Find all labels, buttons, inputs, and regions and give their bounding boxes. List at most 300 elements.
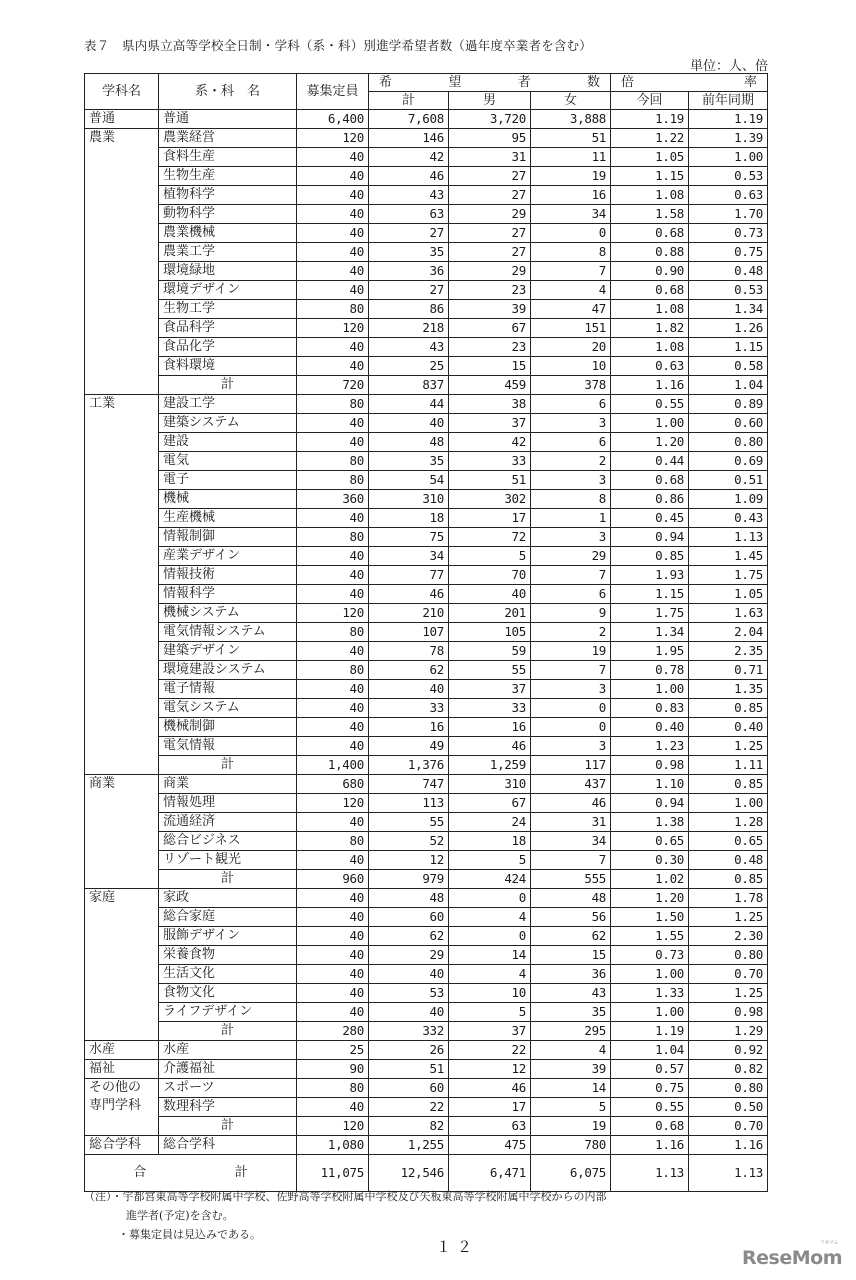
cell-total: 36	[369, 262, 449, 281]
cell-total: 40	[369, 414, 449, 433]
cell-male: 40	[449, 585, 531, 604]
course-name: 情報科学	[159, 585, 297, 604]
cell-prev: 0.40	[689, 718, 768, 737]
cell-male: 33	[449, 452, 531, 471]
cell-ratio: 1.08	[611, 300, 689, 319]
header-capacity: 募集定員	[297, 74, 369, 110]
header-male: 男	[449, 92, 531, 110]
cell-female: 34	[531, 205, 611, 224]
table-row	[85, 699, 768, 718]
cell-total: 51	[369, 1060, 449, 1079]
dept-label-line: その他の	[89, 1080, 142, 1095]
cell-total: 40	[369, 1003, 449, 1022]
cell-ratio: 0.68	[611, 471, 689, 490]
cell-male: 201	[449, 604, 531, 623]
resemom-logo	[742, 1240, 842, 1269]
cell-prev: 0.51	[689, 471, 768, 490]
cell-female: 6	[531, 433, 611, 452]
cell-capacity: 40	[297, 965, 369, 984]
cell-capacity: 40	[297, 585, 369, 604]
table-row	[85, 965, 768, 984]
cell-prev: 1.15	[689, 338, 768, 357]
course-name: 機械	[159, 490, 297, 509]
cell-total: 210	[369, 604, 449, 623]
cell-male: 29	[449, 205, 531, 224]
dept-label-line: 専門学科	[89, 1098, 142, 1113]
table-row	[85, 851, 768, 870]
cell-ratio: 1.15	[611, 585, 689, 604]
cell-male: 46	[449, 1079, 531, 1098]
cell-capacity: 680	[297, 775, 369, 794]
cell-male: 51	[449, 471, 531, 490]
cell-total: 43	[369, 186, 449, 205]
cell-total: 52	[369, 832, 449, 851]
course-name: 生産機械	[159, 509, 297, 528]
cell-ratio: 1.08	[611, 338, 689, 357]
cell-female: 0	[531, 718, 611, 737]
header-female: 女	[531, 92, 611, 110]
cell-total: 48	[369, 889, 449, 908]
cell-male: 0	[449, 927, 531, 946]
cell-prev: 1.09	[689, 490, 768, 509]
cell-ratio: 1.00	[611, 680, 689, 699]
table-row	[85, 775, 768, 794]
cell-prev: 0.58	[689, 357, 768, 376]
course-name: 農業経営	[159, 129, 297, 148]
cell-female: 11	[531, 148, 611, 167]
cell-male: 5	[449, 547, 531, 566]
table-row	[85, 205, 768, 224]
table-row	[85, 547, 768, 566]
cell-male: 31	[449, 148, 531, 167]
course-name: 商業	[159, 775, 297, 794]
subtotal-total: 979	[369, 870, 449, 889]
cell-prev: 0.48	[689, 851, 768, 870]
cell-male: 5	[449, 1003, 531, 1022]
cell-ratio: 1.10	[611, 775, 689, 794]
cell-male: 23	[449, 338, 531, 357]
cell-total: 25	[369, 357, 449, 376]
course-name: 建設工学	[159, 395, 297, 414]
cell-male: 4	[449, 908, 531, 927]
cell-ratio: 0.68	[611, 224, 689, 243]
table-row	[85, 566, 768, 585]
dept-cell: 福祉	[85, 1060, 159, 1079]
table-row	[85, 262, 768, 281]
grand-total-row	[85, 1155, 768, 1192]
cell-total: 18	[369, 509, 449, 528]
course-name: 栄養食物	[159, 946, 297, 965]
grand-total-label-wrap	[89, 1155, 292, 1191]
cell-total: 63	[369, 205, 449, 224]
table-row	[85, 243, 768, 262]
cell-female: 15	[531, 946, 611, 965]
subtotal-prev: 0.70	[689, 1117, 768, 1136]
cell-female: 780	[531, 1136, 611, 1155]
cell-ratio: 1.93	[611, 566, 689, 585]
dept-cell: 工業	[85, 395, 159, 775]
course-name: 総合家庭	[159, 908, 297, 927]
grand-total-char: 計	[234, 1165, 248, 1180]
cell-female: 51	[531, 129, 611, 148]
cell-ratio: 1.20	[611, 889, 689, 908]
cell-capacity: 40	[297, 566, 369, 585]
course-name: 介護福祉	[159, 1060, 297, 1079]
subtotal-total: 82	[369, 1117, 449, 1136]
cell-ratio: 0.73	[611, 946, 689, 965]
cell-female: 4	[531, 281, 611, 300]
cell-male: 37	[449, 414, 531, 433]
table-row	[85, 338, 768, 357]
notes	[84, 1187, 607, 1244]
cell-prev: 2.04	[689, 623, 768, 642]
cell-female: 7	[531, 661, 611, 680]
cell-ratio: 0.45	[611, 509, 689, 528]
course-name: 産業デザイン	[159, 547, 297, 566]
cell-capacity: 40	[297, 889, 369, 908]
cell-total: 7,608	[369, 110, 449, 129]
cell-capacity: 120	[297, 129, 369, 148]
course-name: 情報制御	[159, 528, 297, 547]
cell-male: 37	[449, 680, 531, 699]
cell-female: 0	[531, 699, 611, 718]
table-row	[85, 1003, 768, 1022]
subtotal-total: 332	[369, 1022, 449, 1041]
cell-ratio: 0.44	[611, 452, 689, 471]
cell-male: 67	[449, 319, 531, 338]
cell-capacity: 90	[297, 1060, 369, 1079]
course-name: 電気	[159, 452, 297, 471]
cell-female: 4	[531, 1041, 611, 1060]
cell-male: 310	[449, 775, 531, 794]
cell-female: 20	[531, 338, 611, 357]
subtotal-total: 1,376	[369, 756, 449, 775]
table-row	[85, 604, 768, 623]
cell-female: 10	[531, 357, 611, 376]
subtotal-male: 1,259	[449, 756, 531, 775]
cell-capacity: 40	[297, 699, 369, 718]
table-row	[85, 281, 768, 300]
cell-prev: 0.80	[689, 1079, 768, 1098]
header-course: 系・科 名	[159, 74, 297, 110]
cell-male: 42	[449, 433, 531, 452]
subtotal-capacity: 1,400	[297, 756, 369, 775]
logo-ruby: リセマム	[820, 1240, 838, 1246]
cell-capacity: 40	[297, 718, 369, 737]
cell-male: 39	[449, 300, 531, 319]
cell-total: 42	[369, 148, 449, 167]
course-name: 総合学科	[159, 1136, 297, 1155]
cell-capacity: 40	[297, 243, 369, 262]
course-name: 環境建設システム	[159, 661, 297, 680]
cell-male: 105	[449, 623, 531, 642]
cell-total: 78	[369, 642, 449, 661]
cell-prev: 0.85	[689, 775, 768, 794]
cell-prev: 1.05	[689, 585, 768, 604]
logo-text: ReseMom	[742, 1247, 842, 1269]
cell-capacity: 80	[297, 528, 369, 547]
cell-ratio: 1.15	[611, 167, 689, 186]
cell-capacity: 6,400	[297, 110, 369, 129]
table-row	[85, 110, 768, 129]
cell-female: 39	[531, 1060, 611, 1079]
course-name: 食物文化	[159, 984, 297, 1003]
cell-total: 107	[369, 623, 449, 642]
cell-total: 40	[369, 680, 449, 699]
table-body	[85, 110, 768, 1192]
cell-male: 17	[449, 1098, 531, 1117]
subtotal-capacity: 960	[297, 870, 369, 889]
cell-capacity: 25	[297, 1041, 369, 1060]
cell-prev: 0.48	[689, 262, 768, 281]
cell-female: 3,888	[531, 110, 611, 129]
cell-total: 62	[369, 927, 449, 946]
grand-total-ratio: 1.13	[611, 1155, 689, 1192]
cell-prev: 2.35	[689, 642, 768, 661]
course-name: 電子情報	[159, 680, 297, 699]
cell-female: 19	[531, 167, 611, 186]
cell-capacity: 40	[297, 1098, 369, 1117]
cell-female: 3	[531, 680, 611, 699]
cell-capacity: 40	[297, 813, 369, 832]
subtotal-row	[85, 756, 768, 775]
cell-female: 34	[531, 832, 611, 851]
cell-female: 3	[531, 414, 611, 433]
cell-capacity: 80	[297, 395, 369, 414]
subtotal-prev: 0.85	[689, 870, 768, 889]
cell-total: 218	[369, 319, 449, 338]
subtotal-ratio: 1.19	[611, 1022, 689, 1041]
course-name: 生活文化	[159, 965, 297, 984]
cell-prev: 1.13	[689, 528, 768, 547]
cell-total: 40	[369, 965, 449, 984]
cell-prev: 1.26	[689, 319, 768, 338]
cell-male: 22	[449, 1041, 531, 1060]
table-row	[85, 414, 768, 433]
cell-male: 27	[449, 186, 531, 205]
cell-ratio: 0.86	[611, 490, 689, 509]
cell-ratio: 1.00	[611, 414, 689, 433]
course-name: 数理科学	[159, 1098, 297, 1117]
cell-ratio: 0.90	[611, 262, 689, 281]
table-row	[85, 832, 768, 851]
cell-capacity: 40	[297, 509, 369, 528]
cell-total: 12	[369, 851, 449, 870]
cell-total: 60	[369, 908, 449, 927]
cell-prev: 0.53	[689, 167, 768, 186]
cell-prev: 1.00	[689, 794, 768, 813]
cell-ratio: 0.63	[611, 357, 689, 376]
note-item: ・募集定員は見込みである。	[118, 1228, 261, 1241]
cell-total: 29	[369, 946, 449, 965]
cell-total: 43	[369, 338, 449, 357]
grand-total-capacity: 11,075	[297, 1155, 369, 1192]
subtotal-label: 計	[159, 1022, 297, 1041]
cell-female: 35	[531, 1003, 611, 1022]
cell-male: 27	[449, 167, 531, 186]
cell-total: 27	[369, 281, 449, 300]
notes-prefix: （注）	[84, 1190, 112, 1203]
subtotal-female: 295	[531, 1022, 611, 1041]
subtotal-row	[85, 1117, 768, 1136]
cell-male: 10	[449, 984, 531, 1003]
course-name: 電気情報システム	[159, 623, 297, 642]
course-name: 食料環境	[159, 357, 297, 376]
header-ratio	[611, 74, 768, 92]
table-row	[85, 661, 768, 680]
cell-male: 23	[449, 281, 531, 300]
subtotal-female: 19	[531, 1117, 611, 1136]
table-row	[85, 395, 768, 414]
cell-prev: 0.82	[689, 1060, 768, 1079]
subtotal-capacity: 720	[297, 376, 369, 395]
course-name: 機械制御	[159, 718, 297, 737]
course-name: 電気システム	[159, 699, 297, 718]
cell-female: 8	[531, 490, 611, 509]
cell-ratio: 1.34	[611, 623, 689, 642]
header-applicants-char: 数	[586, 75, 600, 90]
table-row	[85, 623, 768, 642]
cell-capacity: 40	[297, 547, 369, 566]
cell-prev: 0.65	[689, 832, 768, 851]
cell-prev: 1.75	[689, 566, 768, 585]
cell-total: 62	[369, 661, 449, 680]
cell-total: 54	[369, 471, 449, 490]
cell-male: 4	[449, 965, 531, 984]
header-applicants-char: 者	[517, 75, 531, 90]
subtotal-row	[85, 376, 768, 395]
course-name: 食料生産	[159, 148, 297, 167]
dept-cell: 総合学科	[85, 1136, 159, 1155]
cell-male: 16	[449, 718, 531, 737]
cell-female: 3	[531, 471, 611, 490]
cell-prev: 1.45	[689, 547, 768, 566]
cell-total: 49	[369, 737, 449, 756]
cell-capacity: 40	[297, 338, 369, 357]
cell-prev: 1.39	[689, 129, 768, 148]
cell-prev: 0.80	[689, 433, 768, 452]
subtotal-ratio: 0.98	[611, 756, 689, 775]
cell-capacity: 80	[297, 300, 369, 319]
subtotal-female: 555	[531, 870, 611, 889]
cell-capacity: 40	[297, 224, 369, 243]
cell-male: 15	[449, 357, 531, 376]
cell-prev: 0.63	[689, 186, 768, 205]
cell-prev: 1.28	[689, 813, 768, 832]
cell-female: 6	[531, 395, 611, 414]
cell-capacity: 40	[297, 414, 369, 433]
cell-total: 310	[369, 490, 449, 509]
header-ratio-now: 今回	[611, 92, 689, 110]
cell-total: 46	[369, 585, 449, 604]
table-row	[85, 148, 768, 167]
table-row	[85, 642, 768, 661]
cell-capacity: 40	[297, 357, 369, 376]
cell-capacity: 80	[297, 661, 369, 680]
cell-capacity: 40	[297, 984, 369, 1003]
table-row	[85, 167, 768, 186]
cell-capacity: 40	[297, 908, 369, 927]
cell-female: 29	[531, 547, 611, 566]
cell-capacity: 40	[297, 737, 369, 756]
subtotal-row	[85, 870, 768, 889]
cell-prev: 1.34	[689, 300, 768, 319]
course-name: 情報技術	[159, 566, 297, 585]
cell-male: 302	[449, 490, 531, 509]
table-title: 表７ 県内県立高等学校全日制・学科（系・科）別進学希望者数（過年度卒業者を含む）	[84, 38, 593, 53]
cell-female: 5	[531, 1098, 611, 1117]
cell-capacity: 40	[297, 281, 369, 300]
cell-female: 6	[531, 585, 611, 604]
course-name: 普通	[159, 110, 297, 129]
cell-female: 36	[531, 965, 611, 984]
cell-prev: 0.89	[689, 395, 768, 414]
cell-male: 27	[449, 243, 531, 262]
cell-capacity: 80	[297, 623, 369, 642]
subtotal-capacity: 120	[297, 1117, 369, 1136]
cell-total: 16	[369, 718, 449, 737]
cell-ratio: 1.20	[611, 433, 689, 452]
subtotal-capacity: 280	[297, 1022, 369, 1041]
course-name: スポーツ	[159, 1079, 297, 1098]
cell-prev: 0.73	[689, 224, 768, 243]
table-row	[85, 490, 768, 509]
cell-capacity: 1,080	[297, 1136, 369, 1155]
cell-female: 9	[531, 604, 611, 623]
cell-total: 22	[369, 1098, 449, 1117]
applicants-table	[84, 73, 768, 1192]
cell-prev: 1.70	[689, 205, 768, 224]
cell-total: 33	[369, 699, 449, 718]
grand-total-label	[85, 1155, 297, 1192]
cell-female: 43	[531, 984, 611, 1003]
subtotal-ratio: 1.16	[611, 376, 689, 395]
table-row	[85, 357, 768, 376]
course-name: 農業工学	[159, 243, 297, 262]
course-name: 流通経済	[159, 813, 297, 832]
table-row	[85, 718, 768, 737]
grand-total-male: 6,471	[449, 1155, 531, 1192]
cell-prev: 1.25	[689, 737, 768, 756]
cell-prev: 0.43	[689, 509, 768, 528]
cell-capacity: 120	[297, 794, 369, 813]
cell-male: 38	[449, 395, 531, 414]
course-name: 電子	[159, 471, 297, 490]
cell-capacity: 40	[297, 680, 369, 699]
cell-ratio: 1.22	[611, 129, 689, 148]
subtotal-row	[85, 1022, 768, 1041]
cell-female: 31	[531, 813, 611, 832]
table-row	[85, 737, 768, 756]
table-row	[85, 433, 768, 452]
table-row	[85, 813, 768, 832]
cell-female: 48	[531, 889, 611, 908]
cell-capacity: 80	[297, 452, 369, 471]
cell-ratio: 0.83	[611, 699, 689, 718]
cell-male: 24	[449, 813, 531, 832]
table-row	[85, 471, 768, 490]
cell-male: 67	[449, 794, 531, 813]
cell-ratio: 0.85	[611, 547, 689, 566]
cell-total: 48	[369, 433, 449, 452]
header-ratio-prev: 前年同期	[689, 92, 768, 110]
cell-ratio: 0.88	[611, 243, 689, 262]
cell-prev: 0.69	[689, 452, 768, 471]
cell-male: 0	[449, 889, 531, 908]
course-name: 動物科学	[159, 205, 297, 224]
subtotal-male: 424	[449, 870, 531, 889]
subtotal-male: 63	[449, 1117, 531, 1136]
